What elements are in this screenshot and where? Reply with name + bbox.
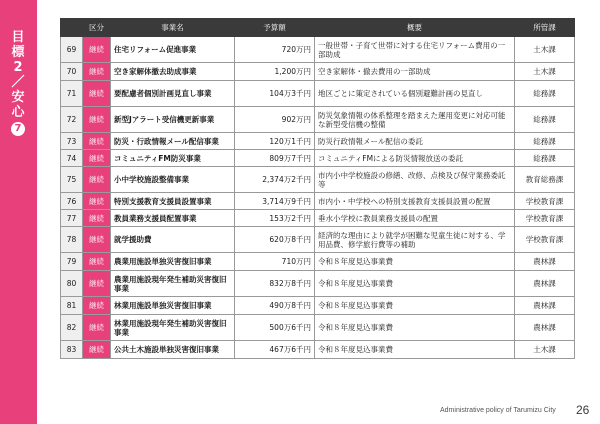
project-name: 農業用施設単独災害復旧事業 xyxy=(111,253,235,271)
table-row xyxy=(61,227,575,253)
row-number: 83 xyxy=(61,341,83,359)
table-row xyxy=(61,297,575,315)
project-name: 就学援助費 xyxy=(111,227,235,253)
budget-amount: 710万円 xyxy=(235,253,315,271)
budget-amount: 104万3千円 xyxy=(235,81,315,107)
category-badge: 継続 xyxy=(83,193,111,210)
header-no xyxy=(61,19,83,37)
table-row xyxy=(61,253,575,271)
project-summary: 経済的な理由により就学が困難な児童生徒に対する、学用品費、修学旅行費等の補助 xyxy=(315,227,515,253)
table-row xyxy=(61,81,575,107)
category-badge: 継続 xyxy=(83,133,111,150)
section-title-char: ／ xyxy=(11,75,25,90)
project-summary: 令和８年度見込事業費 xyxy=(315,253,515,271)
table-row xyxy=(61,341,575,359)
row-number: 73 xyxy=(61,133,83,150)
category-badge: 継続 xyxy=(83,81,111,107)
department: 学校教育課 xyxy=(515,210,575,227)
budget-amount: 1,200万円 xyxy=(235,63,315,81)
project-summary: 防災気象情報の体系整理を踏まえた運用変更に対応可能な新型受信機の整備 xyxy=(315,107,515,133)
budget-amount: 490万8千円 xyxy=(235,297,315,315)
budget-amount: 832万8千円 xyxy=(235,271,315,297)
project-name: コミュニティFM防災事業 xyxy=(111,150,235,167)
table-header-row xyxy=(61,19,575,37)
table-row xyxy=(61,63,575,81)
budget-amount: 620万8千円 xyxy=(235,227,315,253)
table-row xyxy=(61,167,575,193)
table-row xyxy=(61,37,575,63)
project-summary: 令和８年度見込事業費 xyxy=(315,297,515,315)
project-summary: 令和８年度見込事業費 xyxy=(315,341,515,359)
row-number: 79 xyxy=(61,253,83,271)
header-department: 所管課 xyxy=(515,19,575,37)
row-number: 78 xyxy=(61,227,83,253)
department: 総務課 xyxy=(515,81,575,107)
department: 農林課 xyxy=(515,315,575,341)
side-band xyxy=(0,0,37,424)
category-badge: 継続 xyxy=(83,167,111,193)
project-name: 公共土木施設単独災害復旧事業 xyxy=(111,341,235,359)
budget-amount: 120万1千円 xyxy=(235,133,315,150)
budget-amount: 902万円 xyxy=(235,107,315,133)
project-summary: 防災行政情報メール配信の委託 xyxy=(315,133,515,150)
section-title xyxy=(8,30,28,136)
row-number: 76 xyxy=(61,193,83,210)
category-badge: 継続 xyxy=(83,63,111,81)
project-summary: 空き家解体・撤去費用の一部助成 xyxy=(315,63,515,81)
category-badge: 継続 xyxy=(83,227,111,253)
project-summary: 市内小中学校施設の修繕、改修、点検及び保守業務委託等 xyxy=(315,167,515,193)
project-name: 住宅リフォーム促進事業 xyxy=(111,37,235,63)
project-name: 林業用施設現年発生補助災害復旧事業 xyxy=(111,315,235,341)
section-title-char: 目 xyxy=(11,30,25,45)
department: 学校教育課 xyxy=(515,227,575,253)
project-summary: 令和８年度見込事業費 xyxy=(315,315,515,341)
department: 農林課 xyxy=(515,297,575,315)
table-row xyxy=(61,271,575,297)
category-badge: 継続 xyxy=(83,210,111,227)
project-name: 特別支援教育支援員設置事業 xyxy=(111,193,235,210)
section-title-char: 安 xyxy=(11,90,25,105)
category-badge: 継続 xyxy=(83,107,111,133)
section-title-char: 2 xyxy=(13,60,23,75)
department: 土木課 xyxy=(515,37,575,63)
row-number: 70 xyxy=(61,63,83,81)
department: 教育総務課 xyxy=(515,167,575,193)
table-row xyxy=(61,107,575,133)
department: 農林課 xyxy=(515,271,575,297)
row-number: 80 xyxy=(61,271,83,297)
project-name: 空き家解体撤去助成事業 xyxy=(111,63,235,81)
section-title-char: 心 xyxy=(11,105,25,120)
table-row xyxy=(61,133,575,150)
row-number: 77 xyxy=(61,210,83,227)
project-summary: 地区ごとに策定されている個別避難計画の見直し xyxy=(315,81,515,107)
header-summary: 概要 xyxy=(315,19,515,37)
project-name: 農業用施設現年発生補助災害復旧事業 xyxy=(111,271,235,297)
project-summary: 市内小・中学校への特別支援教育支援員設置の配置 xyxy=(315,193,515,210)
category-badge: 継続 xyxy=(83,341,111,359)
row-number: 72 xyxy=(61,107,83,133)
project-name: 新型Jアラート受信機更新事業 xyxy=(111,107,235,133)
budget-amount: 809万7千円 xyxy=(235,150,315,167)
project-name: 小中学校施設整備事業 xyxy=(111,167,235,193)
department: 学校教育課 xyxy=(515,193,575,210)
table-row xyxy=(61,315,575,341)
table-row xyxy=(61,193,575,210)
row-number: 71 xyxy=(61,81,83,107)
header-budget: 予算額 xyxy=(235,19,315,37)
row-number: 75 xyxy=(61,167,83,193)
budget-amount: 720万円 xyxy=(235,37,315,63)
header-project-name: 事業名 xyxy=(111,19,235,37)
budget-amount: 2,374万2千円 xyxy=(235,167,315,193)
category-badge: 継続 xyxy=(83,37,111,63)
budget-amount: 467万6千円 xyxy=(235,341,315,359)
header-category: 区分 xyxy=(83,19,111,37)
footer-caption: Administrative policy of Tarumizu City xyxy=(440,407,556,414)
section-number-badge: 7 xyxy=(11,122,25,136)
row-number: 81 xyxy=(61,297,83,315)
category-badge: 継続 xyxy=(83,271,111,297)
table-row xyxy=(61,210,575,227)
row-number: 82 xyxy=(61,315,83,341)
page-number: 26 xyxy=(576,403,590,417)
category-badge: 継続 xyxy=(83,253,111,271)
department: 総務課 xyxy=(515,133,575,150)
row-number: 74 xyxy=(61,150,83,167)
budget-amount: 3,714万9千円 xyxy=(235,193,315,210)
project-name: 教員業務支援員配置事業 xyxy=(111,210,235,227)
project-summary: 一般世帯・子育て世帯に対する住宅リフォーム費用の一部助成 xyxy=(315,37,515,63)
section-title-char: 標 xyxy=(11,45,25,60)
category-badge: 継続 xyxy=(83,150,111,167)
project-summary: 令和８年度見込事業費 xyxy=(315,271,515,297)
project-summary: コミュニティFMによる防災情報放送の委託 xyxy=(315,150,515,167)
table-row xyxy=(61,150,575,167)
department: 土木課 xyxy=(515,341,575,359)
project-name: 要配慮者個別計画見直し事業 xyxy=(111,81,235,107)
budget-amount: 153万2千円 xyxy=(235,210,315,227)
department: 土木課 xyxy=(515,63,575,81)
budget-amount: 500万6千円 xyxy=(235,315,315,341)
category-badge: 継続 xyxy=(83,315,111,341)
project-name: 林業用施設単独災害復旧事業 xyxy=(111,297,235,315)
row-number: 69 xyxy=(61,37,83,63)
projects-table xyxy=(60,18,575,359)
department: 総務課 xyxy=(515,107,575,133)
department: 総務課 xyxy=(515,150,575,167)
project-summary: 垂水小学校に教員業務支援員の配置 xyxy=(315,210,515,227)
project-name: 防災・行政情報メール配信事業 xyxy=(111,133,235,150)
category-badge: 継続 xyxy=(83,297,111,315)
department: 農林課 xyxy=(515,253,575,271)
